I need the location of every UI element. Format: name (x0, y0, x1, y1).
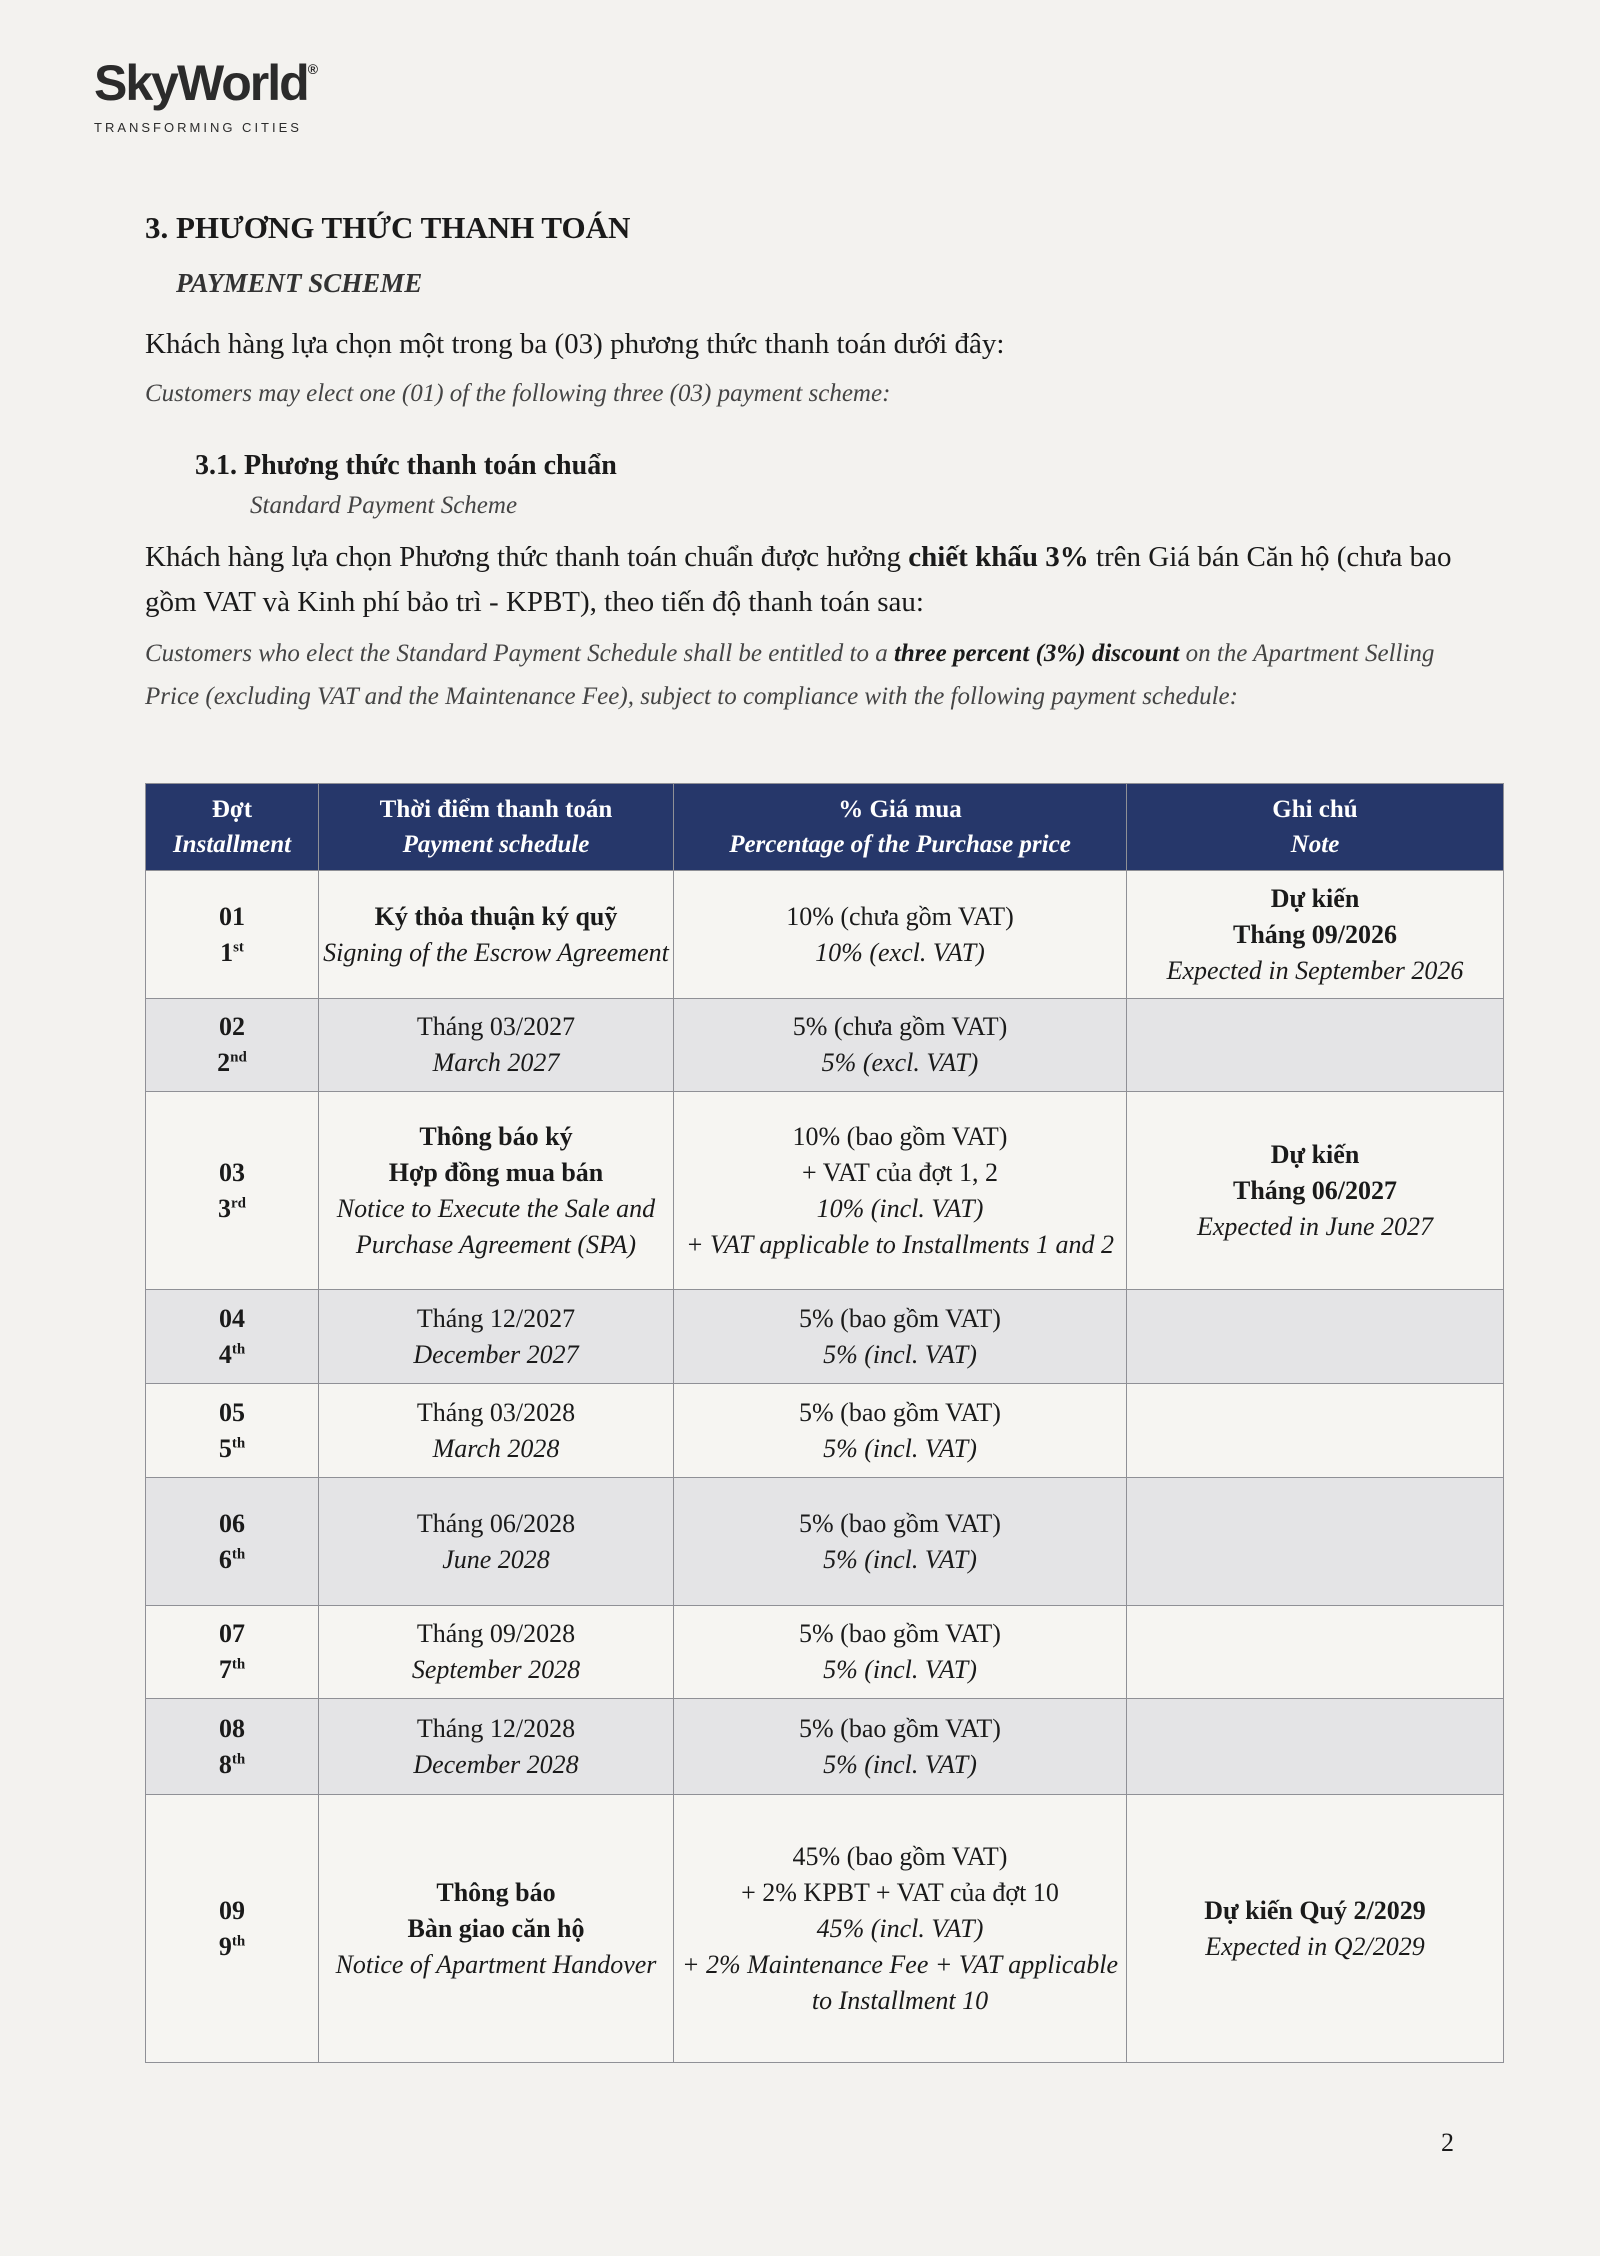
installment-cell: 02 2nd (146, 999, 319, 1092)
subsection-heading-en: Standard Payment Scheme (250, 492, 518, 519)
discount-paragraph-en: Customers who elect the Standard Payment Schedule shall be entitled to a three percent (3%) discount on the Apartment Selling Price (excluding VAT and the Maintenance Fee), subject to compliance with the following payment schedule: (145, 640, 1435, 710)
schedule-cell: Tháng 12/2028 December 2028 (319, 1699, 674, 1795)
percentage-cell: 5% (bao gồm VAT) 5% (incl. VAT) (674, 1384, 1127, 1478)
table-row (146, 1384, 1504, 1478)
company-logo (94, 55, 319, 135)
note-cell (1127, 1384, 1504, 1478)
percentage-cell: 10% (bao gồm VAT) + VAT của đợt 1, 2 10% (incl. VAT) + VAT applicable to Installments 1 and 2 (674, 1092, 1127, 1290)
installment-cell: 06 6th (146, 1478, 319, 1606)
table-row (146, 871, 1504, 999)
note-cell: Dự kiến Tháng 09/2026 Expected in September 2026 (1127, 871, 1504, 999)
page-number: 2 (1441, 2128, 1454, 2157)
header-payment-schedule: Thời điểm thanh toán Payment schedule (319, 784, 674, 871)
schedule-cell: Tháng 03/2027 March 2027 (319, 999, 674, 1092)
discount-paragraph: Khách hàng lựa chọn Phương thức thanh toán chuẩn được hưởng chiết khấu 3% trên Giá bán Căn hộ (chưa bao gồm VAT và Kinh phí bảo trì - KPBT), theo tiến độ thanh toán sau: (145, 541, 1452, 618)
schedule-cell: Tháng 03/2028 March 2028 (319, 1384, 674, 1478)
logo-tagline: TRANSFORMING CITIES (94, 120, 302, 135)
schedule-cell: Ký thỏa thuận ký quỹ Signing of the Escrow Agreement (319, 871, 674, 999)
table-row (146, 1092, 1504, 1290)
schedule-cell: Tháng 12/2027 December 2027 (319, 1290, 674, 1384)
header-installment: Đợt Installment (146, 784, 319, 871)
table-header-row (146, 784, 1504, 871)
percentage-cell: 5% (bao gồm VAT) 5% (incl. VAT) (674, 1478, 1127, 1606)
payment-schedule-table (145, 783, 1504, 2063)
header-percentage: % Giá mua Percentage of the Purchase price (674, 784, 1127, 871)
note-cell (1127, 1478, 1504, 1606)
installment-cell: 07 7th (146, 1606, 319, 1699)
section-heading-en: PAYMENT SCHEME (176, 268, 423, 298)
note-cell: Dự kiến Quý 2/2029 Expected in Q2/2029 (1127, 1795, 1504, 2063)
table-row (146, 1290, 1504, 1384)
percentage-cell: 10% (chưa gồm VAT) 10% (excl. VAT) (674, 871, 1127, 999)
table-row (146, 999, 1504, 1092)
section-heading: 3. PHƯƠNG THỨC THANH TOÁN (145, 210, 631, 245)
installment-cell: 09 9th (146, 1795, 319, 2063)
schedule-cell: Thông báo Bàn giao căn hộ Notice of Apartment Handover (319, 1795, 674, 2063)
table-row (146, 1606, 1504, 1699)
note-cell: Dự kiến Tháng 06/2027 Expected in June 2027 (1127, 1092, 1504, 1290)
percentage-cell: 5% (bao gồm VAT) 5% (incl. VAT) (674, 1699, 1127, 1795)
table-row (146, 1478, 1504, 1606)
percentage-cell: 5% (bao gồm VAT) 5% (incl. VAT) (674, 1606, 1127, 1699)
installment-cell: 03 3rd (146, 1092, 319, 1290)
note-cell (1127, 1699, 1504, 1795)
percentage-cell: 5% (chưa gồm VAT) 5% (excl. VAT) (674, 999, 1127, 1092)
installment-cell: 04 4th (146, 1290, 319, 1384)
subsection-heading: 3.1. Phương thức thanh toán chuẩn (195, 450, 617, 481)
table-row (146, 1795, 1504, 2063)
section-intro-en: Customers may elect one (01) of the following three (03) payment scheme: (145, 380, 891, 407)
table-row (146, 1699, 1504, 1795)
installment-cell: 01 1st (146, 871, 319, 999)
schedule-cell: Tháng 06/2028 June 2028 (319, 1478, 674, 1606)
schedule-cell: Thông báo ký Hợp đồng mua bán Notice to Execute the Sale and Purchase Agreement (SPA) (319, 1092, 674, 1290)
section-intro: Khách hàng lựa chọn một trong ba (03) phương thức thanh toán dưới đây: (145, 328, 1005, 360)
note-cell (1127, 1290, 1504, 1384)
installment-cell: 05 5th (146, 1384, 319, 1478)
schedule-cell: Tháng 09/2028 September 2028 (319, 1606, 674, 1699)
note-cell (1127, 1606, 1504, 1699)
percentage-cell: 45% (bao gồm VAT) + 2% KPBT + VAT của đợt 10 45% (incl. VAT) + 2% Maintenance Fee + VAT applicable to Installment 10 (674, 1795, 1127, 2063)
installment-cell: 08 8th (146, 1699, 319, 1795)
note-cell (1127, 999, 1504, 1092)
percentage-cell: 5% (bao gồm VAT) 5% (incl. VAT) (674, 1290, 1127, 1384)
header-note: Ghi chú Note (1127, 784, 1504, 871)
logo-wordmark: SkyWorld® (94, 55, 319, 111)
